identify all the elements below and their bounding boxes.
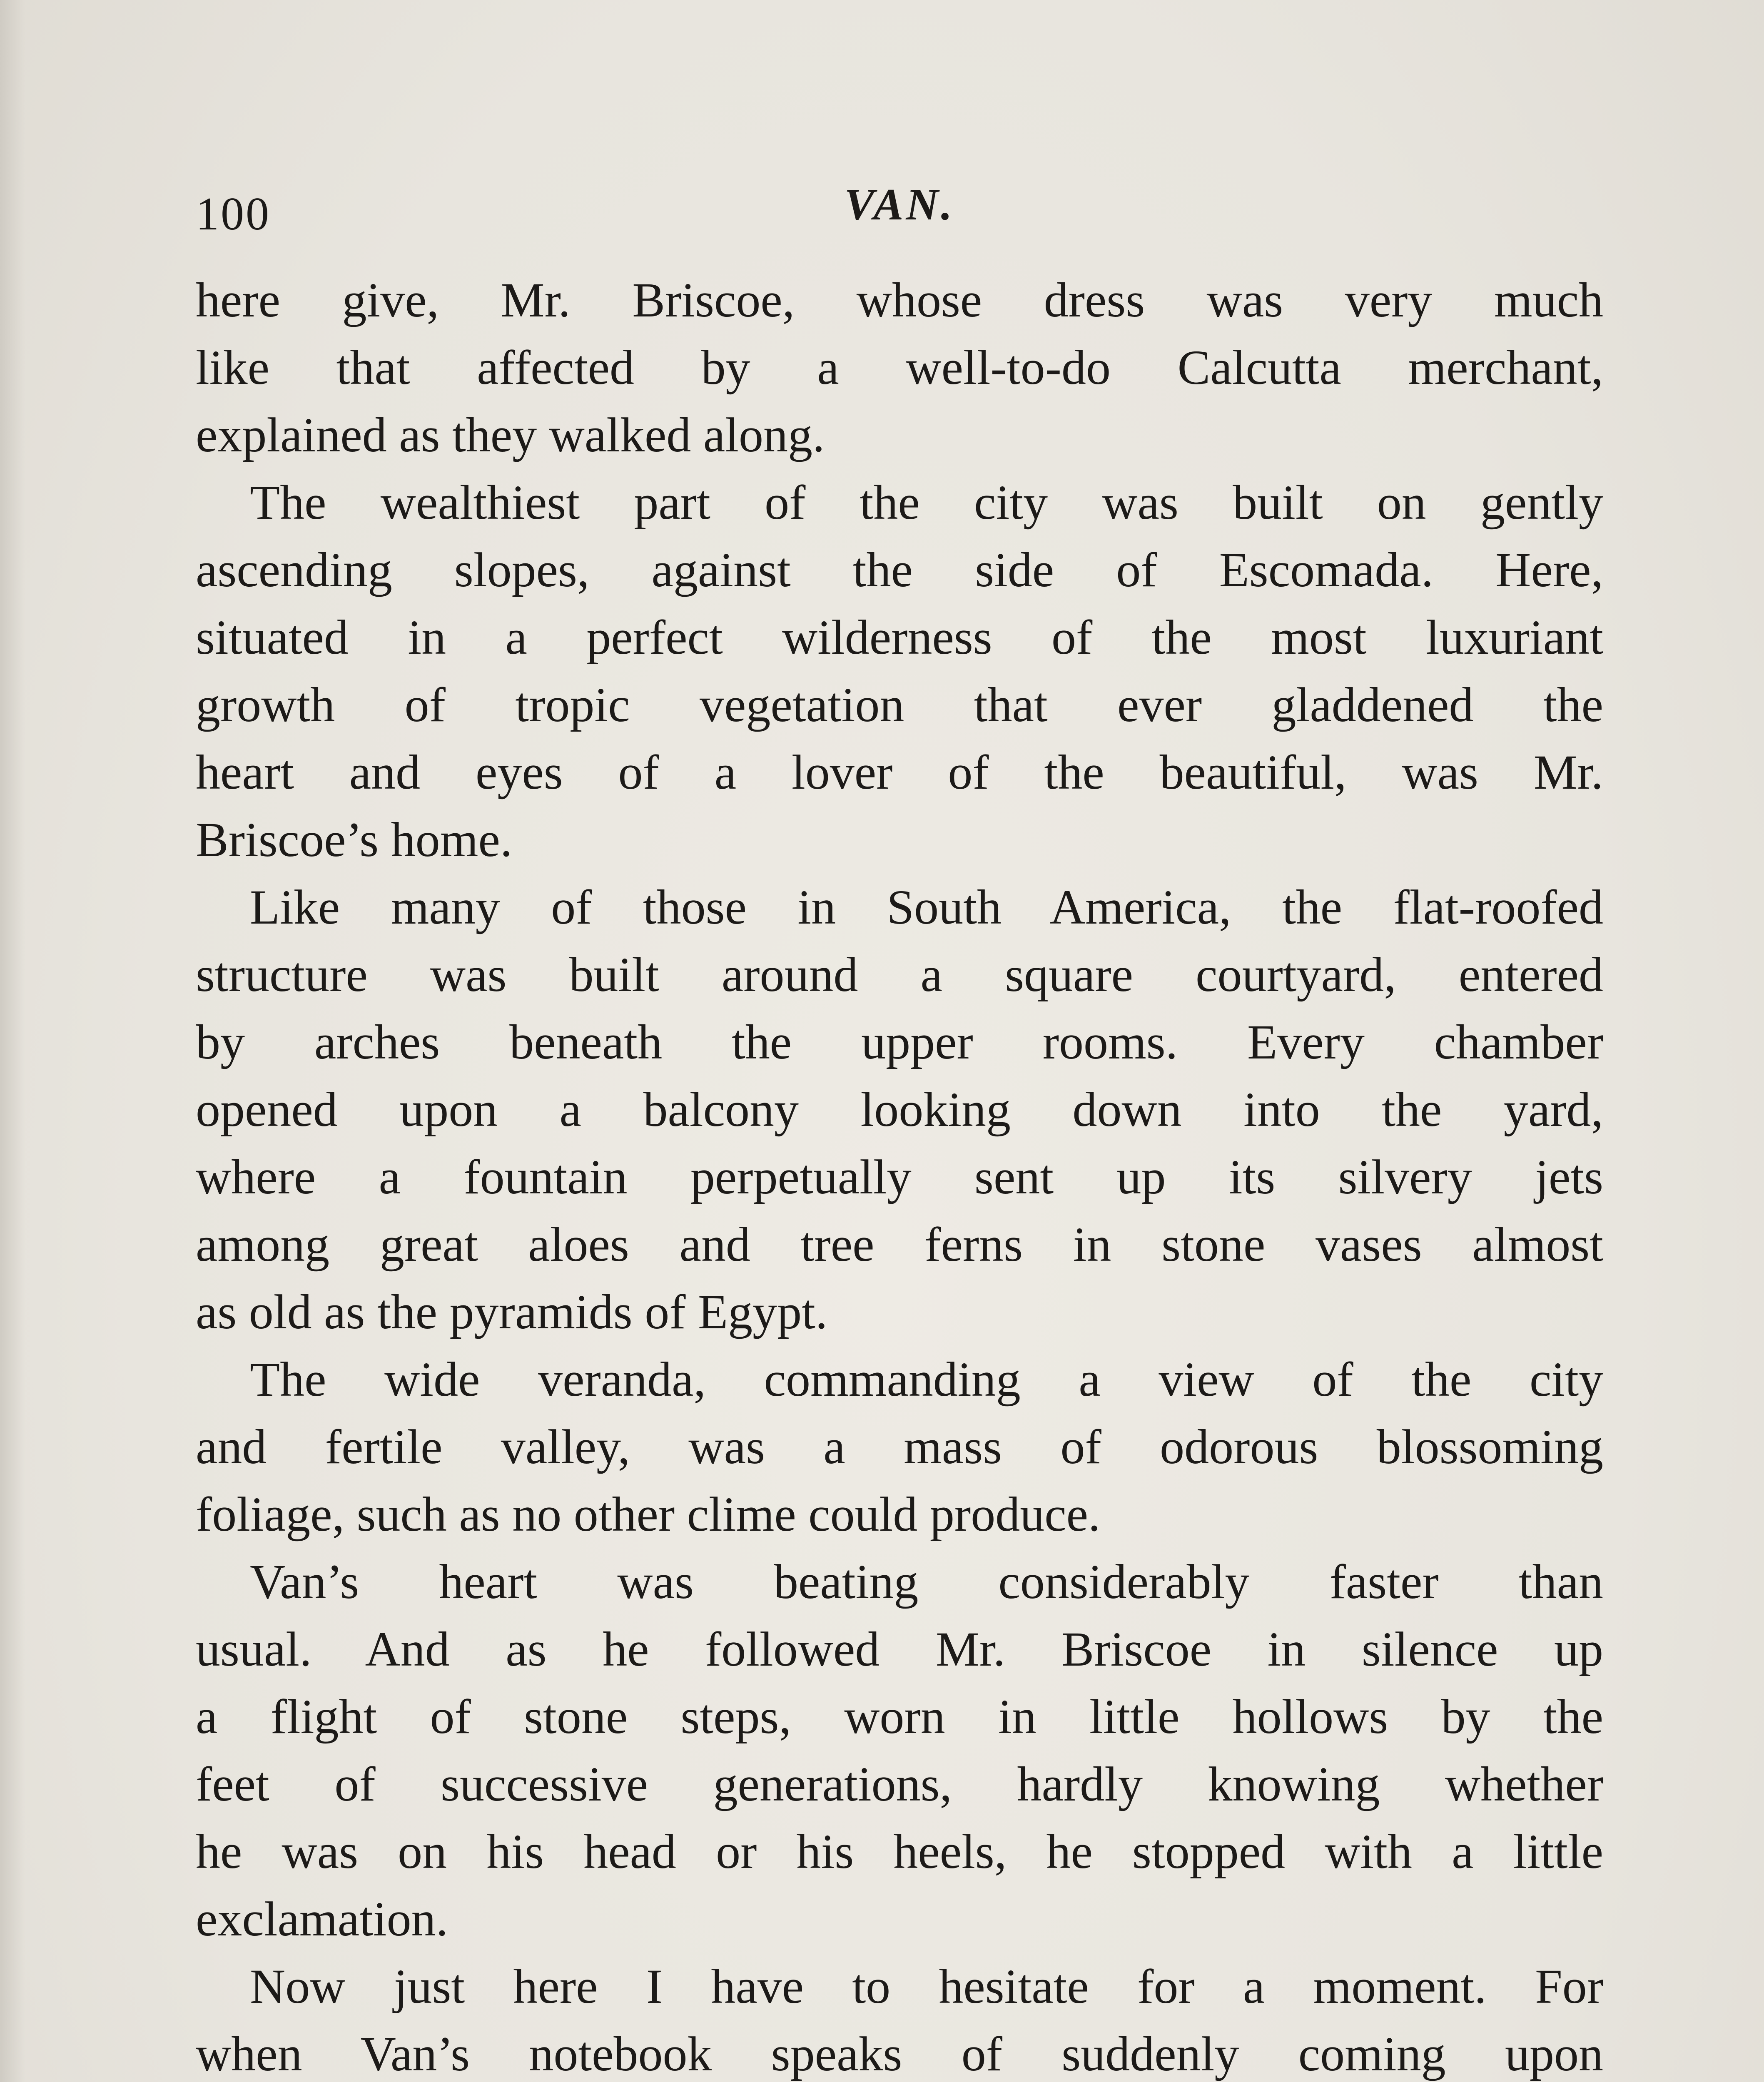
page-number: 100 (196, 188, 271, 240)
text-line: among great aloes and tree ferns in stone vases almost (196, 1217, 1603, 1272)
text-line: when Van’s notebook speaks of suddenly coming upon (196, 2027, 1603, 2081)
page-edge-shadow (0, 0, 25, 2082)
text-line: Like many of those in South America, the flat-roofed (250, 880, 1603, 934)
text-line: feet of successive generations, hardly knowing whether (196, 1757, 1603, 1811)
running-title: VAN. (844, 180, 955, 229)
text-line: Now just here I have to hesitate for a moment. For (250, 1959, 1603, 2014)
text-line: ascending slopes, against the side of Escomada. Here, (196, 543, 1603, 597)
text-line: usual. And as he followed Mr. Briscoe in silence up (196, 1622, 1603, 1676)
text-line: Briscoe’s home. (196, 812, 513, 867)
text-line: Van’s heart was beating considerably faster than (250, 1554, 1603, 1609)
text-line: he was on his head or his heels, he stopped with a little (196, 1824, 1603, 1879)
text-line: and fertile valley, was a mass of odorous blossoming (196, 1420, 1603, 1474)
text-line: here give, Mr. Briscoe, whose dress was very much (196, 273, 1603, 327)
text-line: structure was built around a square courtyard, entered (196, 947, 1603, 1002)
text-line: foliage, such as no other clime could produce. (196, 1487, 1101, 1542)
text-line: where a fountain perpetually sent up its silvery jets (196, 1150, 1603, 1204)
body-text (196, 266, 1603, 2082)
text-line: explained as they walked along. (196, 408, 825, 462)
text-line: by arches beneath the upper rooms. Every chamber (196, 1015, 1603, 1069)
text-line: like that affected by a well-to-do Calcutta merchant, (196, 340, 1603, 395)
running-head (196, 179, 1603, 246)
text-line: The wide veranda, commanding a view of the city (250, 1352, 1603, 1407)
text-line: situated in a perfect wilderness of the most luxuriant (196, 610, 1603, 665)
text-line: a flight of stone steps, worn in little hollows by the (196, 1689, 1603, 1744)
text-line: exclamation. (196, 1892, 448, 1946)
text-line: opened upon a balcony looking down into the yard, (196, 1082, 1603, 1137)
text-line: as old as the pyramids of Egypt. (196, 1285, 828, 1339)
text-line: heart and eyes of a lover of the beautiful, was Mr. (196, 745, 1603, 799)
text-line: The wealthiest part of the city was built on gently (250, 475, 1603, 530)
text-line: growth of tropic vegetation that ever gladdened the (196, 677, 1603, 732)
